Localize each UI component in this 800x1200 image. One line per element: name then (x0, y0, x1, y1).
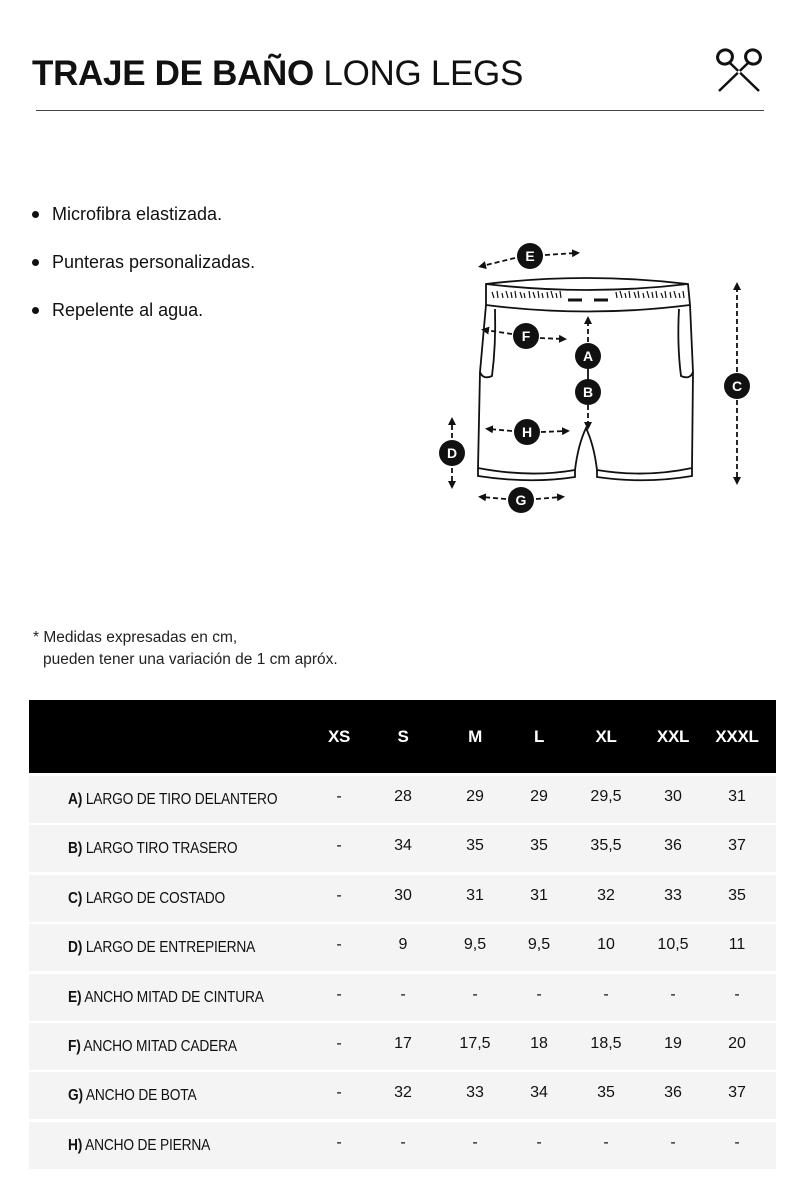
marker-g-label: G (515, 492, 527, 508)
table-cell-s: - (400, 985, 406, 1003)
table-row (29, 924, 776, 971)
table-cell-xxl: 36 (664, 1084, 682, 1102)
table-cell-s: 30 (394, 886, 412, 904)
size-header-l: L (533, 727, 545, 746)
shorts-diagram (430, 235, 770, 525)
table-cell-xxxl: 37 (728, 837, 746, 855)
measurement-note (33, 627, 338, 671)
table-cell-l: 29 (530, 788, 548, 805)
table-cell-xxl: 33 (664, 886, 682, 904)
marker-f-label: F (521, 328, 531, 344)
measurement-name: LARGO TIRO TRASERO (85, 840, 238, 858)
measurement-key: H) (68, 1136, 83, 1154)
table-cell-xl: 18,5 (590, 1034, 622, 1052)
measurement-name: ANCHO MITAD DE CINTURA (84, 988, 264, 1006)
size-table (29, 700, 776, 1169)
size-header-s: S (397, 727, 409, 746)
table-row (29, 974, 776, 1021)
table-cell-xl: - (603, 985, 609, 1003)
feature-item: Microfibra elastizada. (32, 200, 255, 248)
measurement-label (68, 1087, 197, 1105)
measure-h-arrow (489, 429, 512, 431)
measurement-label (68, 989, 264, 1007)
measurement-name: LARGO DE COSTADO (85, 889, 226, 907)
table-row (29, 875, 776, 922)
measurement-label (68, 1038, 237, 1056)
note-line-1: * Medidas expresadas en cm, (33, 629, 238, 646)
measure-f-arrow (540, 338, 563, 339)
feature-item: Repelente al agua. (32, 296, 255, 344)
table-cell-xl: 29,5 (590, 788, 622, 805)
marker-h-label: H (521, 424, 533, 440)
marker-a-label: A (582, 348, 594, 364)
size-header-m: M (468, 727, 482, 746)
table-cell-l: 9,5 (527, 936, 551, 954)
measurement-key: A) (68, 791, 83, 808)
marker-e-label: E (525, 248, 535, 264)
table-cell-xl: 32 (597, 886, 615, 904)
table-cell-l: - (536, 985, 542, 1003)
marker-d-label: D (446, 445, 458, 461)
marker-b-label: B (582, 384, 594, 400)
table-cell-xl: - (603, 1133, 609, 1151)
measurement-name: LARGO DE TIRO DELANTERO (85, 791, 278, 808)
scissors-icon (714, 46, 764, 92)
table-row (29, 825, 776, 872)
size-header-xs: XS (327, 727, 351, 746)
measurement-label (68, 939, 255, 957)
table-cell-l: 18 (530, 1034, 548, 1052)
table-cell-m: 35 (466, 837, 484, 855)
measurement-name: ANCHO MITAD CADERA (83, 1037, 237, 1055)
size-table-header (29, 700, 776, 773)
table-cell-s: 9 (398, 936, 408, 954)
table-row (29, 1023, 776, 1070)
table-cell-m: - (472, 1133, 478, 1151)
table-cell-xxl: - (670, 1133, 676, 1151)
table-cell-xxl: 19 (664, 1034, 682, 1052)
table-cell-l: 34 (530, 1084, 548, 1102)
table-cell-xxxl: 35 (728, 886, 746, 904)
feature-item: Punteras personalizadas. (32, 248, 255, 296)
measure-f-arrow (485, 330, 512, 334)
feature-list (32, 200, 255, 344)
size-header-xxxl: XXXL (715, 727, 759, 746)
table-cell-xl: 10 (597, 936, 615, 954)
measurement-label (68, 840, 237, 858)
measurement-key: E) (68, 988, 82, 1006)
table-cell-xxl: 36 (664, 837, 682, 855)
measure-g-arrow (536, 497, 561, 499)
measure-g-arrow (482, 497, 506, 499)
table-cell-xxxl: 20 (728, 1034, 746, 1052)
measure-e-arrow (482, 258, 515, 266)
table-cell-xxl: 30 (664, 788, 682, 805)
table-cell-xs: - (336, 985, 342, 1003)
table-cell-s: 34 (394, 837, 412, 855)
marker-c-label: C (731, 378, 743, 394)
table-cell-m: 31 (466, 886, 484, 904)
table-row (29, 776, 776, 823)
title-bold: TRAJE DE BAÑO (32, 54, 314, 93)
measurement-name: LARGO DE ENTREPIERNA (85, 939, 256, 957)
table-cell-xxxl: 31 (728, 788, 746, 805)
table-cell-xl: 35 (597, 1084, 615, 1102)
table-cell-xxxl: - (734, 985, 740, 1003)
measure-h-arrow (541, 431, 566, 432)
table-cell-l: 31 (530, 886, 548, 904)
table-cell-s: 32 (394, 1084, 412, 1102)
table-cell-l: - (536, 1133, 542, 1151)
table-cell-xxl: - (670, 985, 676, 1003)
measurement-name: ANCHO DE BOTA (85, 1087, 197, 1105)
page-title (32, 52, 523, 96)
size-header-xxl: XXL (656, 727, 690, 746)
measurement-key: G) (68, 1087, 83, 1105)
table-cell-l: 35 (530, 837, 548, 855)
table-cell-m: 33 (466, 1084, 484, 1102)
table-cell-m: - (472, 985, 478, 1003)
title-divider (36, 110, 764, 111)
table-cell-xxxl: 37 (728, 1084, 746, 1102)
table-cell-m: 29 (466, 788, 484, 805)
table-cell-s: 17 (394, 1034, 412, 1052)
table-cell-s: - (400, 1133, 406, 1151)
table-row (29, 1122, 776, 1169)
table-cell-m: 9,5 (463, 936, 487, 954)
title-light: LONG LEGS (323, 54, 523, 93)
table-cell-xs: - (336, 788, 342, 805)
table-row (29, 1072, 776, 1119)
table-cell-xs: - (336, 837, 342, 855)
measure-e-arrow (545, 253, 576, 255)
table-cell-xxl: 10,5 (657, 936, 689, 954)
note-line-2: pueden tener una variación de 1 cm apróx. (43, 651, 338, 668)
measurement-key: D) (68, 939, 83, 957)
measurement-key: F) (68, 1037, 81, 1055)
table-cell-xs: - (336, 1133, 342, 1151)
measurement-name: ANCHO DE PIERNA (85, 1136, 211, 1154)
table-cell-xxxl: - (734, 1133, 740, 1151)
shorts-outline (478, 278, 693, 480)
table-cell-m: 17,5 (459, 1034, 491, 1052)
measurement-key: C) (68, 889, 83, 907)
measurement-label (68, 1137, 210, 1155)
measurement-key: B) (68, 840, 83, 858)
table-cell-xs: - (336, 1084, 342, 1102)
table-cell-xxxl: 11 (728, 936, 746, 954)
table-cell-xs: - (336, 1034, 342, 1052)
measurement-label (68, 890, 225, 908)
table-cell-s: 28 (394, 788, 412, 805)
table-cell-xs: - (336, 936, 342, 954)
measurement-label (68, 791, 277, 809)
table-cell-xs: - (336, 886, 342, 904)
table-cell-xl: 35,5 (590, 837, 622, 855)
size-header-xl: XL (595, 727, 617, 746)
